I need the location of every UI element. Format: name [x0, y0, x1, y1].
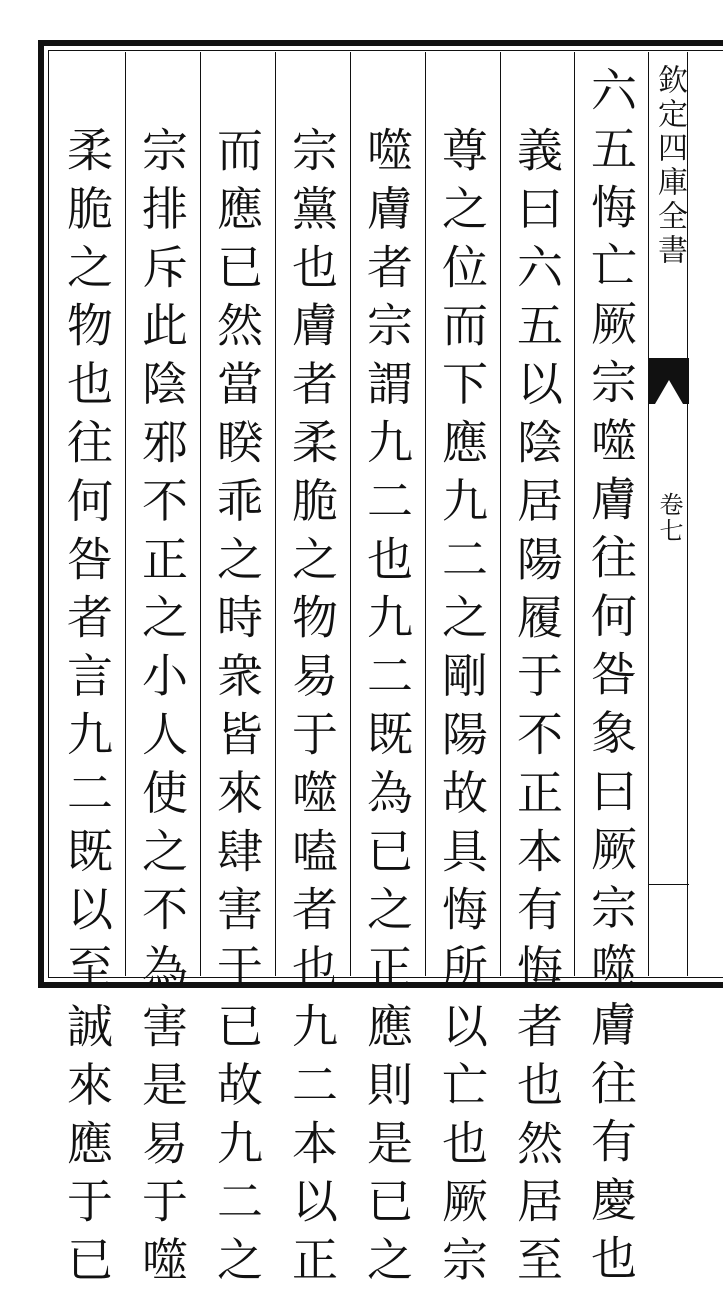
column-text: 而應已然當睽乖之時衆皆來肆害于已故九二之 — [210, 126, 264, 1294]
text-column — [200, 52, 274, 1294]
column-divider — [125, 52, 126, 976]
text-column — [574, 52, 648, 1293]
column-divider — [574, 52, 575, 976]
text-column — [50, 52, 124, 1294]
column-divider — [500, 52, 501, 976]
text-column — [425, 52, 499, 1294]
column-text: 義曰六五以陰居陽履于不正本有悔者也然居至 — [510, 126, 564, 1294]
text-column — [350, 52, 424, 1294]
margin-column — [648, 52, 688, 976]
column-divider — [425, 52, 426, 976]
margin-divider — [649, 884, 689, 885]
column-text: 宗黨也膚者柔脆之物易于噬嗑者也九二本以正 — [285, 126, 339, 1294]
column-divider — [200, 52, 201, 976]
book-title: 欽定四庫全書 — [652, 64, 687, 268]
text-column — [500, 52, 574, 1294]
column-text: 六五悔亡厥宗噬膚往何咎象曰厥宗噬膚往有慶也 — [584, 66, 638, 1293]
text-body — [50, 52, 648, 1294]
column-text: 柔脆之物也往何咎者言九二既以至誠來應于已 — [60, 126, 114, 1294]
text-column — [125, 52, 199, 1294]
column-text: 噬膚者宗謂九二也九二既為已之正應則是已之 — [360, 126, 414, 1294]
column-text: 尊之位而下應九二之剛陽故具悔所以亡也厥宗 — [435, 126, 489, 1294]
column-divider — [350, 52, 351, 976]
column-text: 宗排斥此陰邪不正之小人使之不為害是易于噬 — [135, 126, 189, 1294]
fishtail-mark-icon — [649, 358, 689, 404]
text-column — [275, 52, 349, 1294]
column-divider — [275, 52, 276, 976]
volume-label: 卷七 — [655, 492, 683, 544]
